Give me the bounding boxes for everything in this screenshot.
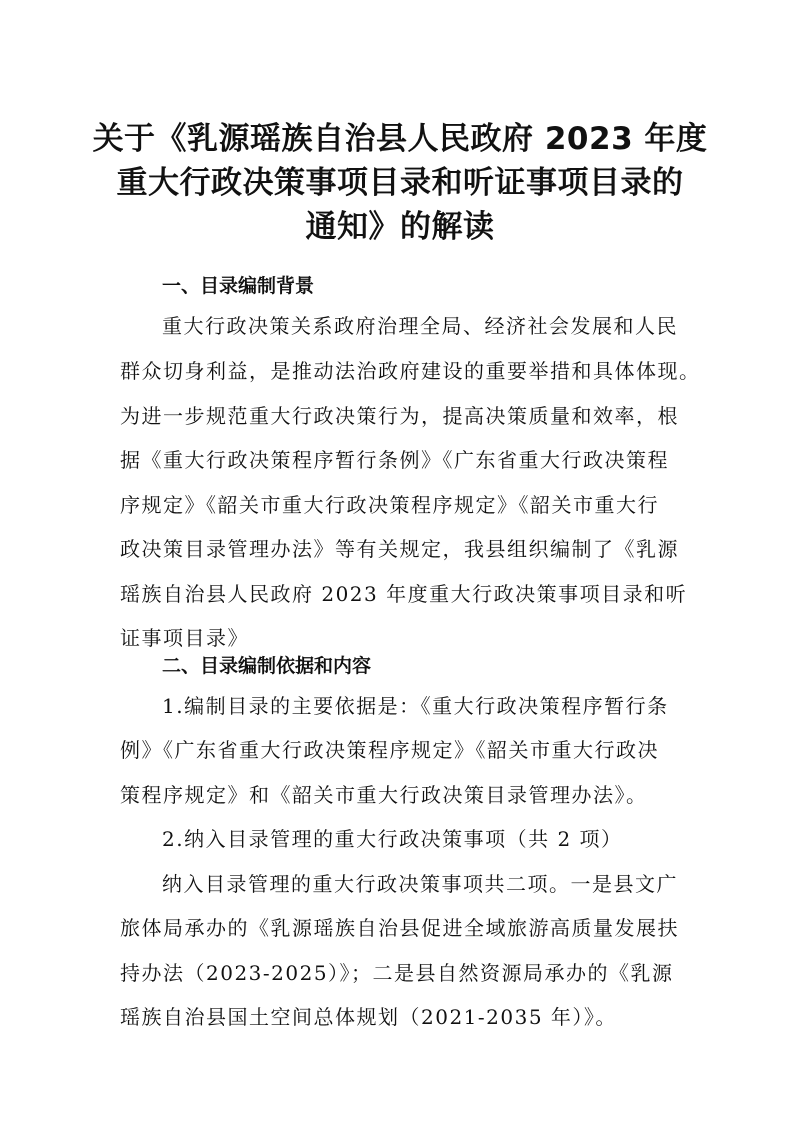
paragraph-line: 纳入目录管理的重大行政决策事项共二项。一是县文广 bbox=[162, 872, 678, 896]
paragraph-line: 旅体局承办的《乳源瑶族自治县促进全域旅游高质量发展扶 bbox=[120, 916, 679, 940]
document-title bbox=[0, 117, 800, 249]
paragraph-line: 策程序规定》和《韶关市重大行政决策目录管理办法》。 bbox=[120, 783, 648, 807]
title-line-2: 重大行政决策事项目录和听证事项目录的 bbox=[116, 165, 684, 201]
paragraph-line: 群众切身利益，是推动法治政府建设的重要举措和具体体现。 bbox=[120, 359, 701, 383]
paragraph-line: 重大行政决策关系政府治理全局、经济社会发展和人民 bbox=[162, 314, 678, 338]
paragraph-line: 序规定》《韶关市重大行政决策程序规定》《韶关市重大行 bbox=[120, 493, 659, 517]
section-heading-basis-content: 二、目录编制依据和内容 bbox=[162, 655, 372, 677]
paragraph-line: 据《重大行政决策程序暂行条例》《广东省重大行政决策程 bbox=[120, 448, 669, 472]
paragraph-line: 证事项目录》 bbox=[120, 626, 249, 650]
paragraph-line: 持办法（2023-2025）》；二是县自然资源局承办的《乳源 bbox=[120, 961, 674, 985]
title-line-3: 通知》的解读 bbox=[305, 209, 495, 245]
paragraph-line: 2.纳入目录管理的重大行政决策事项（共 2 项） bbox=[162, 827, 623, 851]
section-heading-background: 一、目录编制背景 bbox=[162, 275, 315, 297]
paragraph-line: 1.编制目录的主要依据是：《重大行政决策程序暂行条 bbox=[162, 694, 669, 718]
paragraph-line: 瑶族自治县国土空间总体规划（2021-2035 年）》。 bbox=[120, 1005, 617, 1029]
paragraph-line: 政决策目录管理办法》等有关规定，我县组织编制了《乳源 bbox=[120, 537, 679, 561]
title-line-1: 关于《乳源瑶族自治县人民政府 2023 年度 bbox=[92, 121, 708, 157]
paragraph-line: 瑶族自治县人民政府 2023 年度重大行政决策事项目录和听 bbox=[120, 582, 688, 606]
paragraph-line: 为进一步规范重大行政决策行为，提高决策质量和效率，根 bbox=[120, 404, 679, 428]
paragraph-line: 例》《广东省重大行政决策程序规定》《韶关市重大行政决 bbox=[120, 738, 659, 762]
